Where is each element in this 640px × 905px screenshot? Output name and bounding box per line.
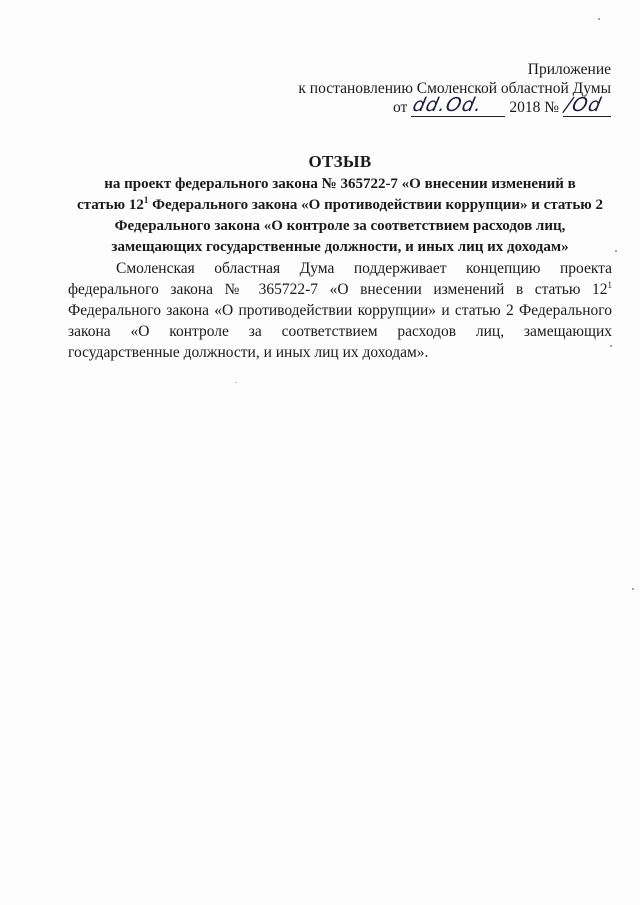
number-blank — [562, 94, 611, 117]
body-text-part-1: Смоленская областная Дума поддерживает концепцию проекта федерального закона № 365722-7 «О внесении изменений в статью 12 — [68, 260, 612, 298]
date-number-line — [298, 94, 611, 117]
scan-speck — [610, 345, 612, 347]
title-line-2-start: статью 12 — [76, 197, 144, 213]
resolution-reference: к постановлению Смоленской областной Думы — [298, 80, 611, 97]
date-prefix: от — [393, 99, 408, 116]
title-line-2-end: Федерального закона «О противодействии коррупции» и статью 2 — [148, 197, 603, 213]
handwritten-number: /Od — [562, 94, 604, 116]
scan-speck — [615, 250, 617, 252]
document-heading: ОТЗЫВ — [308, 152, 372, 171]
body-text-part-2: Федерального закона «О противодействии коррупции» и статью 2 Федерального закона «О контроле за соответствием расходов лиц, замещающих государственные должности, и иных лиц их доходам». — [68, 302, 612, 361]
title-line-3: Федерального закона «О контроле за соответствием расходов лиц, — [114, 218, 566, 234]
title-line-2 — [40, 195, 640, 216]
document-title-block — [40, 152, 640, 258]
scan-speck — [632, 588, 634, 590]
body-superscript: 1 — [607, 279, 612, 290]
title-superscript: 1 — [143, 195, 149, 205]
body-paragraph — [68, 258, 612, 363]
scan-speck — [598, 18, 600, 20]
title-line-1: на проект федерального закона № 365722-7 «О внесении изменений в — [104, 176, 576, 192]
appendix-title: Приложение — [527, 61, 611, 78]
appendix-header — [298, 60, 611, 117]
scan-speck — [236, 382, 237, 383]
date-blank — [410, 94, 505, 117]
handwritten-date: dd.Od. — [410, 94, 485, 116]
title-line-4: замещающих государственные должности, и иных лиц их доходам» — [111, 239, 569, 255]
year-number-label: 2018 № — [509, 99, 559, 116]
